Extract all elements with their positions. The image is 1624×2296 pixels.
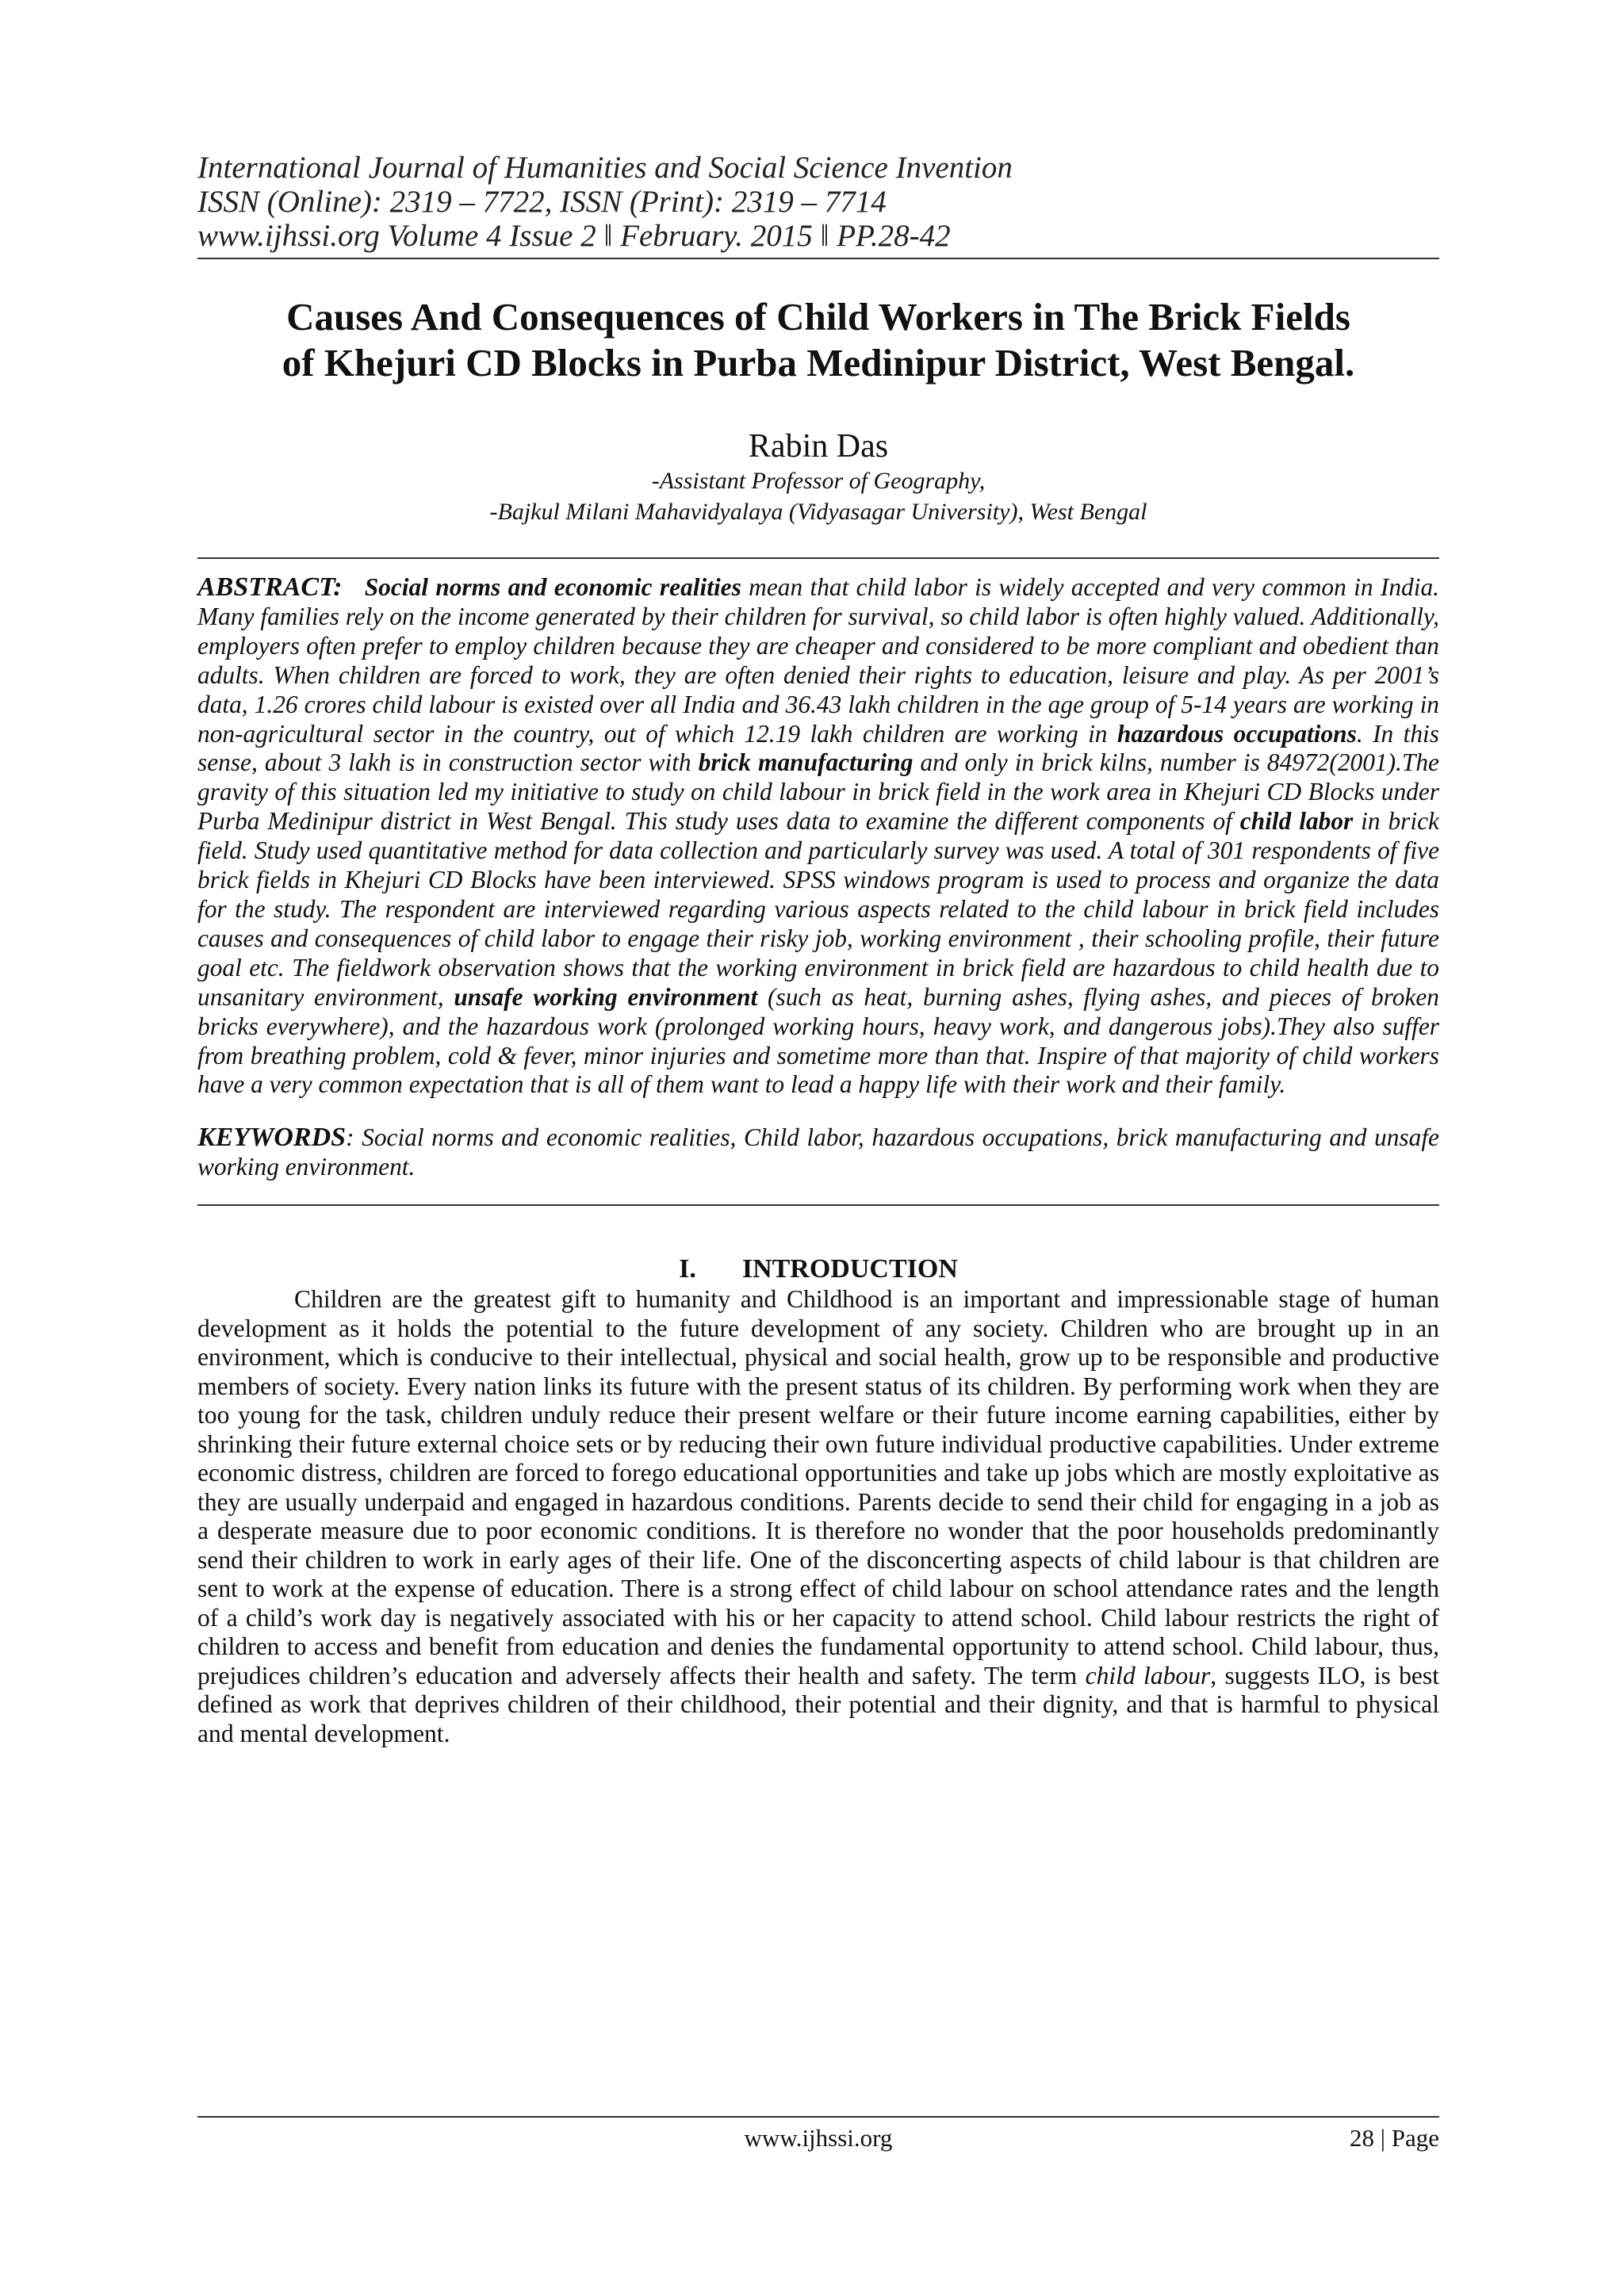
abstract-bold-5: unsafe working environment: [454, 982, 758, 1011]
abstract: [197, 573, 1439, 1100]
abstract-text-2: . In this sense, about 3 lakh is in construction sector with: [197, 719, 1439, 777]
section-title: INTRODUCTION: [741, 1254, 958, 1284]
keywords-heading: KEYWORDS: [197, 1123, 347, 1153]
footer-url: www.ijhssi.org: [744, 2124, 893, 2152]
author-affiliation-1: -Assistant Professor of Geography,: [651, 468, 986, 494]
intro-emphasis: child labour: [1085, 1661, 1211, 1689]
paper-title: [197, 294, 1439, 386]
intro-text: Children are the greatest gift to humanity and Childhood is an important and impressionable stage of human development as it holds the potential to the future development of any society. Children who are brought up in an environment, which is conducive to their intellectual, physical and social health, grow up to be responsible and productive members of society. Every nation links its future with the present status of its children. By performing work when they are too young for the task, children unduly reduce their present welfare or their future income earning capabilities, either by shrinking their future external choice sets or by reducing their own future individual productive capabilities. Under extreme economic distress, children are forced to forego educational opportunities and take up jobs which are mostly exploitative as they are usually underpaid and engaged in hazardous conditions. Parents decide to send their child for engaging in a job as a desperate measure due to poor economic conditions. It is therefore no wonder that the poor households predominantly send their children to work in early ages of their life. One of the disconcerting aspects of child labour is that children are sent to work at the expense of education. There is a strong effect of child labour on school attendance rates and the length of a child’s work day is negatively associated with his or her capacity to attend school. Child labour restricts the right of children to access and benefit from education and denies the fundamental opportunity to attend school. Child labour, thus, prejudices children’s education and adversely affects their health and safety. The term: [197, 1285, 1439, 1689]
abstract-text-1: mean that child labor is widely accepted and very common in India. Many families rely on the income generated by their children for survival, so child labor is often highly valued. Additionally, employers often prefer to employ children because they are cheaper and considered to be more compliant and obedient than adults. When children are forced to work, they are often denied their rights to education, leisure and play. As per 2001’s data, 1.26 crores child labour is existed over all India and 36.43 lakh children in the age group of 5-14 years are working in non-agricultural sector in the country, out of which 12.19 lakh children are working in: [197, 573, 1439, 748]
journal-header: [197, 151, 1439, 253]
journal-issn: ISSN (Online): 2319 – 7722, ISSN (Print): 2319 – 7714: [197, 185, 887, 219]
title-line-1: Causes And Consequences of Child Workers in The Brick Fields: [286, 295, 1350, 339]
page-footer: [197, 2116, 1439, 2160]
abstract-text-5: (such as heat, burning ashes, flying ashes, and pieces of broken bricks everywhere), and the hazardous work (prolonged working hours, heavy work, and dangerous jobs).They also suffer from breathing problem, cold & fever, minor injuries and sometime more than that. Inspire of that majority of child workers have a very common expectation that is all of them want to lead a happy life with their work and their family.: [197, 982, 1439, 1099]
abstract-bottom-rule: [197, 1204, 1439, 1206]
journal-name: International Journal of Humanities and Social Science Invention: [197, 151, 1013, 185]
title-line-2: of Khejuri CD Blocks in Purba Medinipur District, West Bengal.: [282, 341, 1355, 385]
keywords-text: : Social norms and economic realities, Child labor, hazardous occupations, brick manufacturing and unsafe working environment.: [197, 1123, 1439, 1181]
abstract-top-rule: [197, 557, 1439, 559]
abstract-bold-2: hazardous occupations: [1116, 719, 1357, 748]
page-content: [197, 151, 1439, 1748]
abstract-bold-3: brick manufacturing: [698, 748, 914, 777]
abstract-bold-1: Social norms and economic realities: [364, 573, 741, 601]
intro-text-end: , suggests ILO, is best defined as work that deprives children of their childhood, their potential and their dignity, and that is harmful to physical and mental development.: [197, 1661, 1439, 1747]
author-affiliation-2: -Bajkul Milani Mahavidyalaya (Vidyasagar University), West Bengal: [489, 499, 1147, 525]
section-number: I.: [679, 1254, 696, 1284]
page-number: 28 | Page: [1350, 2124, 1439, 2152]
introduction-paragraph: [197, 1285, 1439, 1748]
abstract-bold-4: child labor: [1239, 807, 1354, 836]
author-name: Rabin Das: [748, 428, 889, 465]
footer-rule: [197, 2116, 1439, 2118]
header-rule: [197, 258, 1439, 259]
keywords: [197, 1123, 1439, 1182]
section-heading-introduction: [197, 1253, 1439, 1285]
abstract-heading: ABSTRACT:: [197, 572, 343, 602]
journal-volume: www.ijhssi.org Volume 4 Issue 2 ǁ February. 2015 ǁ PP.28-42: [197, 219, 951, 253]
abstract-text-4: in brick field. Study used quantitative method for data collection and particularly survey was used. A total of 301 respondents of five brick fields in Khejuri CD Blocks have been interviewed. SPSS windows program is used to process and organize the data for the study. The respondent are interviewed regarding various aspects related to the child labour in brick field includes causes and consequences of child labor to engage their risky job, working environment , their schooling profile, their future goal etc. The fieldwork observation shows that the working environment in brick field are hazardous to child health due to unsanitary environment,: [197, 807, 1439, 1011]
abstract-text-3: and only in brick kilns, number is 84972(2001).The gravity of this situation led my initiative to study on child labour in brick field in the work area in Khejuri CD Blocks under Purba Medinipur district in West Bengal. This study uses data to examine the different components of: [197, 748, 1439, 836]
